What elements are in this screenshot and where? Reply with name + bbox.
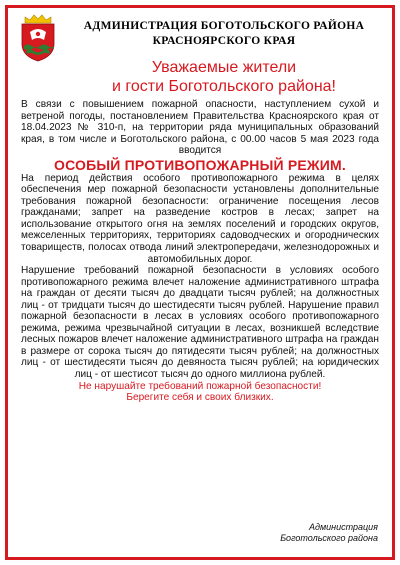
closing-line-1: Не нарушайте требований пожарной безопасности! <box>78 380 322 392</box>
intro-paragraph: В связи с повышением пожарной опасности, наступлением сухой и ветреной погоды, постановлением Правительства Красноярского края от 18.04.2023 № 310-п, на территории ряда муниципальных образований края, в том числе и Боготольского района, с 00.00 часов 5 мая 2023 года вводится <box>21 99 379 157</box>
notice-body <box>21 99 379 404</box>
greeting <box>66 58 382 96</box>
signature-line-1: Администрация <box>309 522 378 532</box>
greeting-line-2: и гости Боготольского района! <box>112 78 336 95</box>
penalties-paragraph: Нарушение требований пожарной безопасности в условиях особого противопожарного режима влечет наложение административного штрафа на граждан от десяти тысяч до двадцати тысяч рублей; на должностных лиц - от тридцати тысяч до шестидесяти тысяч рублей. Нарушение правил пожарной безопасности в лесах в условиях особого противопожарного режима, режима чрезвычайной ситуации в лесах, возникшей вследствие лесных пожаров влечет наложение административного штрафа на граждан в размере от сорока тысяч до пятидесяти тысяч рублей; на должностных лиц - от шестидесяти тысяч до девяноста тысяч рублей; на юридических лиц - от шестисот тысяч до одного миллиона рублей. <box>21 265 379 381</box>
coat-of-arms-icon <box>18 14 58 62</box>
administration-header <box>66 19 382 49</box>
regime-heading: ОСОБЫЙ ПРОТИВОПОЖАРНЫЙ РЕЖИМ. <box>53 156 346 173</box>
signature <box>280 522 378 544</box>
notice-sheet <box>5 5 395 560</box>
measures-paragraph: На период действия особого противопожарного режима в целях обеспечения мер пожарной безопасности установлены дополнительные требования пожарной безопасности: ограничение посещения лесов гражданами; запрет на разведение костров в лесах; запрет на использование открытого огня на землях поселений и городских округов, межселенных территориях, территориях садоводческих и огороднических товариществ, полосах отвода линий электропередачи, железнодорожных и автомобильных дорог. <box>21 172 379 265</box>
header-line-2: КРАСНОЯРСКОГО КРАЯ <box>152 35 296 47</box>
header-line-1: АДМИНИСТРАЦИЯ БОГОТОЛЬСКОГО РАЙОНА <box>83 20 365 32</box>
signature-line-2: Боготольского района <box>280 533 378 543</box>
greeting-line-1: Уважаемые жители <box>151 59 297 76</box>
closing-line-2: Берегите себя и своих близких. <box>126 392 274 404</box>
